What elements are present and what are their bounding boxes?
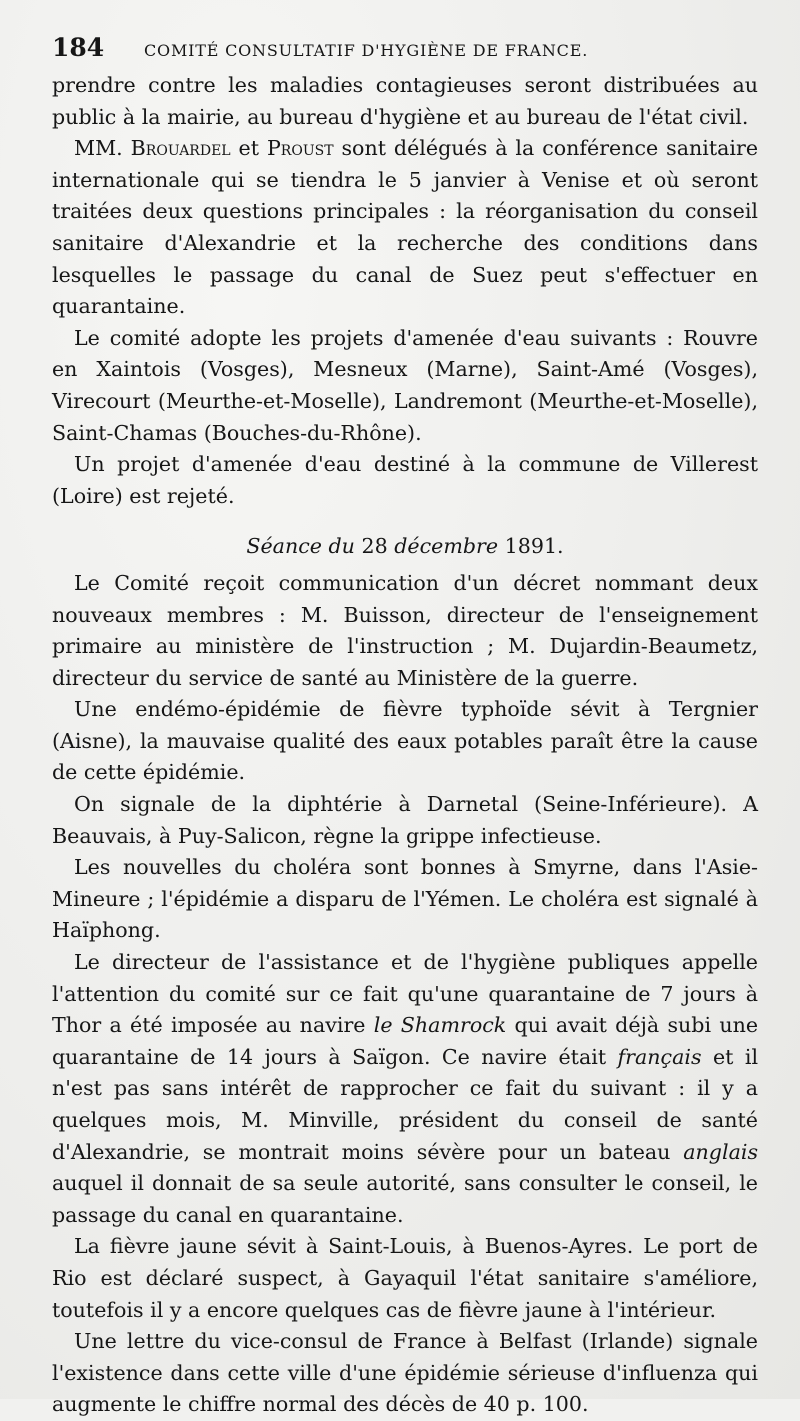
conjunction: et (238, 136, 259, 161)
quarantine-text-b: qui avait déjà subi une quarantaine de 14 jours à Saïgon. Ce navire était (52, 1013, 759, 1069)
session-day: 28 (361, 534, 388, 559)
delegates-text: sont délégués à la conférence sanitaire internationale qui se tiendra le 5 janvier à Venise et où seront traitées deux questions principales : la réorganisation du conseil sanitaire d'Alexandrie et la recherche des conditions dans lesquelles le passage du canal de Suez peut s'effectuer en quarantaine. (52, 136, 759, 319)
quarantine-text-c: et il n'est pas sans intérêt de rapprocher ce fait du suivant : il y a quelques mois, M. Minville, président du conseil de santé d'Alexandrie, se montrait moins sévère pour un bateau (52, 1044, 759, 1164)
page-header (52, 33, 772, 61)
paragraph-continuation: prendre contre les maladies contagieuses seront distribuées au public à la mairie, au bureau d'hygiène et au bureau de l'état civil. (52, 73, 758, 129)
quarantine-text-a: Le directeur de l'assistance et de l'hygiène publiques appelle l'attention du comité sur ce fait qu'une quarantaine de 7 jours à Thor a été imposée au navire (52, 950, 758, 1038)
paragraph-influenza: Une lettre du vice-consul de France à Belfast (Irlande) signale l'existence dans cette ville d'une épidémie sérieuse d'influenza qui augmente le chiffre normal des décès de 40 p. 100. (52, 1329, 758, 1417)
page-number: 184 (52, 33, 105, 62)
session-month: décembre (394, 534, 499, 559)
abbrev-messieurs: MM. (74, 136, 123, 161)
session-year: 1891. (504, 534, 564, 559)
body-text (52, 70, 758, 1421)
name-brouardel: Brouardel (130, 136, 231, 161)
paragraph-quarantine (52, 947, 758, 1231)
paragraph-typhoid: Une endémo-épidémie de fièvre typhoïde sévit à Tergnier (Aisne), la mauvaise qualité des eaux potables paraît être la cause de cette épidémie. (52, 697, 758, 785)
emphasis-english: anglais (683, 1139, 759, 1164)
paragraph-cholera: Les nouvelles du choléra sont bonnes à Smyrne, dans l'Asie-Mineure ; l'épidémie a disparu de l'Yémen. Le choléra est signalé à Haïphong. (52, 855, 758, 943)
paragraph-delegates (52, 133, 758, 323)
paragraph-water-projects-adopted: Le comité adopte les projets d'amenée d'eau suivants : Rouvre en Xaintois (Vosges), Mesneux (Marne), Saint-Amé (Vosges), Virecourt (Meurthe-et-Moselle), Landremont (Meurthe-et-Moselle), Saint-Chamas (Bouches-du-Rhône). (52, 325, 758, 445)
running-head: COMITÉ CONSULTATIF D'HYGIÈNE DE FRANCE. (144, 41, 589, 60)
quarantine-text-d: auquel il donnait de sa seule autorité, sans consulter le conseil, le passage du canal en quarantaine. (52, 1171, 758, 1227)
paragraph-water-project-rejected: Un projet d'amenée d'eau destiné à la commune de Villerest (Loire) est rejeté. (52, 452, 758, 508)
emphasis-french: français (617, 1044, 702, 1069)
session-prefix: Séance du (246, 534, 355, 559)
paragraph-yellow-fever: La fièvre jaune sévit à Saint-Louis, à Buenos-Ayres. Le port de Rio est déclaré suspect, à Gayaquil l'état sanitaire s'améliore, toutefois il y a encore quelques cas de fièvre jaune à l'intérieur. (52, 1234, 758, 1322)
paragraph-new-members: Le Comité reçoit communication d'un décret nommant deux nouveaux membres : M. Buisson, directeur de l'enseignement primaire au ministère de l'instruction ; M. Dujardin-Beaumetz, directeur du service de santé au Ministère de la guerre. (52, 570, 758, 690)
ship-name: le Shamrock (373, 1013, 507, 1038)
name-proust: Proust (266, 136, 334, 161)
session-heading (52, 531, 758, 563)
paragraph-diphtheria: On signale de la diphtérie à Darnetal (Seine-Inférieure). A Beauvais, à Puy-Salicon, règne la grippe infectieuse. (52, 792, 758, 848)
